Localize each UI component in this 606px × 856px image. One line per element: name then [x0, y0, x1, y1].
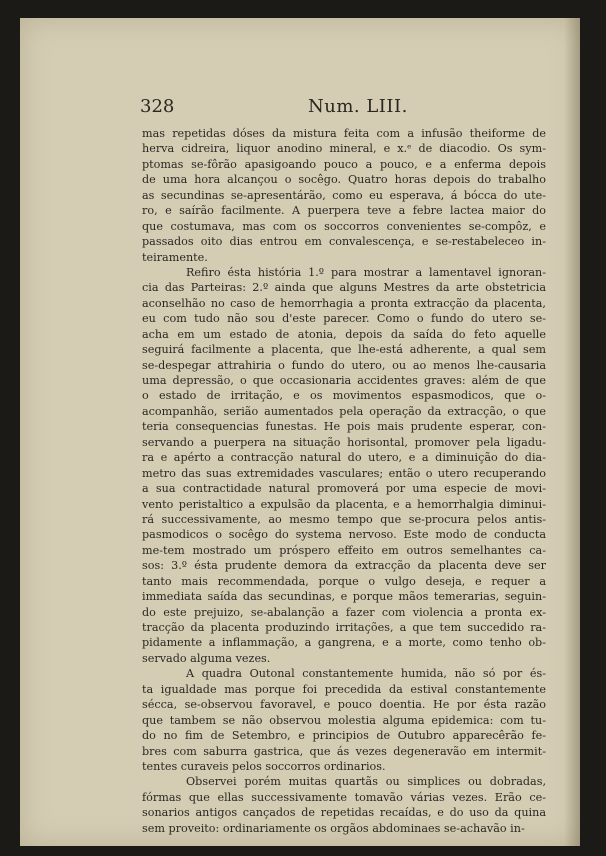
text-line: bres com saburra gastrica, que ás vezes degeneravão em intermit- — [142, 744, 546, 758]
text-line: cia das Parteiras: 2.º ainda que alguns Mestres da arte obstetricia — [142, 281, 546, 295]
text-line: Refiro ésta história 1.º para mostrar a lamentavel ignoran- — [186, 265, 546, 279]
text-line: rá successivamente, ao mesmo tempo que se-procura pelos antis- — [142, 512, 546, 526]
text-line: o estado de irritação, e os movimentos espasmodicos, que o- — [142, 389, 546, 403]
text-line: ro, e saírão facilmente. A puerpera teve a febre lactea maior do — [142, 204, 546, 218]
text-line: aconselhão no caso de hemorrhagia a pronta extracção da placenta, — [142, 296, 546, 310]
text-line: immediata saída das secundinas, e porque mãos temerarias, seguin- — [142, 590, 546, 604]
text-line: ptomas se-fôrão apasigoando pouco a pouco, e a enferma depois — [142, 157, 546, 171]
text-line: teria consequencias funestas. He pois mais prudente esperar, con- — [142, 420, 546, 434]
page-number: 328 — [140, 96, 175, 117]
text-line: me-tem mostrado um próspero effeito em outros semelhantes ca- — [142, 543, 546, 557]
text-line: A quadra Outonal constantemente humida, não só por és- — [186, 667, 546, 681]
text-line: metro das suas extremidades vasculares; então o utero recuperando — [142, 466, 546, 480]
text-line: do no fim de Setembro, e principios de Outubro apparecêrão fe- — [142, 729, 546, 743]
text-line: acompanhão, serião aumentados pela operação da extracção, o que — [142, 404, 546, 418]
text-line: Observei porém muitas quartãs ou simplices ou dobradas, — [186, 775, 546, 789]
text-line: sem proveito: ordinariamente os orgãos abdominaes se-achavão in- — [142, 821, 525, 835]
text-line: se-despegar attrahiria o fundo do utero, ou ao menos lhe-causaria — [142, 358, 546, 372]
text-line: pasmodicos o socêgo do systema nervoso. Este modo de conducta — [142, 528, 546, 542]
text-line: vento peristaltico a expulsão da placenta, e a hemorrhalgia diminui- — [142, 497, 546, 511]
text-line: ta igualdade mas porque foi precedida da estival constantemente — [142, 682, 546, 696]
paragraph — [142, 774, 546, 836]
text-line: uma depressão, o que occasionaria accidentes graves: além de que — [142, 374, 546, 387]
text-line: que tambem se não observou molestia alguma epidemica: com tu- — [142, 713, 546, 727]
book-page — [20, 18, 580, 846]
text-line: de uma hora alcançou o socêgo. Quatro horas depois do trabalho — [142, 173, 546, 187]
text-line: as secundinas se-apresentárão, como eu esperava, á bócca do ute- — [142, 188, 546, 202]
text-line: passados oito dias entrou em convalescença, e se-restabeleceo in- — [142, 235, 546, 249]
text-line: tracção da placenta produzindo irritações, a que tem succedido ra- — [142, 621, 546, 634]
text-line: sécca, se-observou favoravel, e pouco doentia. He por ésta razão — [142, 698, 546, 712]
paragraph — [142, 265, 546, 666]
running-title: Num. LIII. — [308, 96, 408, 117]
body-text — [142, 126, 546, 836]
text-line: servando a puerpera na situação horisontal, promover pela ligadu- — [142, 435, 546, 449]
text-line: tanto mais recommendada, porque o vulgo deseja, e requer a — [142, 574, 546, 588]
text-line: herva cidreira, liquor anodino mineral, e x.ᵉ de diacodio. Os sym- — [142, 142, 546, 156]
text-line: fórmas que ellas successivamente tomavão várias vezes. Erão ce- — [142, 790, 546, 804]
text-line: servado alguma vezes. — [142, 651, 271, 665]
text-line: tentes curaveis pelos soccorros ordinarios. — [142, 759, 386, 773]
text-line: que costumava, mas com os soccorros convenientes se-compôz, e — [142, 219, 546, 233]
text-line: acha em um estado de atonia, depois da saída do feto aquelle — [142, 327, 546, 341]
paragraph — [142, 126, 546, 265]
text-line: eu com tudo não sou d'este parecer. Como o fundo do utero se- — [142, 312, 546, 326]
page-header — [140, 80, 540, 120]
text-line: teiramente. — [142, 250, 208, 264]
text-line: ra e apérto a contracção natural do utero, e a diminuição do dia- — [142, 451, 546, 465]
paragraph — [142, 666, 546, 774]
text-line: mas repetidas dóses da mistura feita com a infusão theiforme de — [142, 127, 546, 140]
text-line: pidamente a inflammação, a gangrena, e a morte, como tenho ob- — [142, 636, 546, 650]
text-line: sos: 3.º ésta prudente demora da extracção da placenta deve ser — [142, 559, 546, 573]
text-line: a sua contractidade natural promoverá por uma especie de movi- — [142, 482, 546, 496]
text-line: sonarios antigos cançados de repetidas recaídas, e do uso da quina — [142, 806, 546, 820]
text-line: seguirá facilmente a placenta, que lhe-está adherente, a qual sem — [142, 343, 546, 357]
text-line: do este prejuizo, se-abalanção a fazer com violencia a pronta ex- — [142, 605, 546, 619]
